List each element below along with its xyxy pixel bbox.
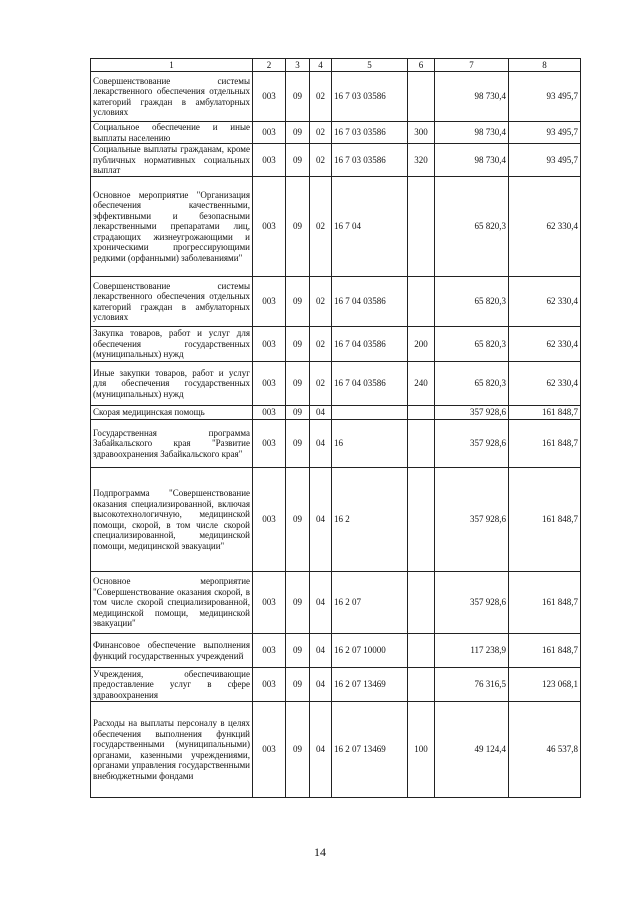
row-name-cell: Социальные выплаты гражданам, кроме публичных нормативных социальных выплат [91, 144, 253, 177]
row-code-cell: 003 [253, 327, 286, 362]
row-section-cell: 09 [286, 277, 310, 327]
row-subsection-cell: 04 [310, 702, 332, 798]
table-row [91, 420, 581, 468]
row-subsection-cell: 02 [310, 122, 332, 144]
row-amount-2-cell: 123 068,1 [509, 668, 581, 702]
row-name-cell: Закупка товаров, работ и услуг для обеспечения государственных (муниципальных) нужд [91, 327, 253, 362]
row-amount-2-cell: 161 848,7 [509, 468, 581, 572]
row-code-cell: 003 [253, 277, 286, 327]
row-amount-2-cell: 161 848,7 [509, 572, 581, 634]
row-amount-1-cell: 65 820,3 [435, 362, 509, 406]
row-name-cell: Скорая медицинская помощь [91, 406, 253, 420]
row-amount-1-cell: 98 730,4 [435, 144, 509, 177]
row-code-cell: 003 [253, 362, 286, 406]
row-subsection-cell: 04 [310, 668, 332, 702]
table-row [91, 72, 581, 122]
row-amount-1-cell: 357 928,6 [435, 406, 509, 420]
row-amount-2-cell: 93 495,7 [509, 144, 581, 177]
table-row [91, 177, 581, 277]
row-section-cell: 09 [286, 668, 310, 702]
row-section-cell: 09 [286, 177, 310, 277]
row-amount-1-cell: 357 928,6 [435, 572, 509, 634]
row-expense-type-cell: 320 [408, 144, 435, 177]
row-target-article-cell: 16 7 04 [332, 177, 408, 277]
table-row [91, 634, 581, 668]
table-row [91, 572, 581, 634]
row-subsection-cell: 04 [310, 634, 332, 668]
row-target-article-cell: 16 2 07 13469 [332, 702, 408, 798]
header-cell-5: 5 [332, 59, 408, 72]
row-name-cell: Финансовое обеспечение выполнения функций государственных учреждений [91, 634, 253, 668]
row-section-cell: 09 [286, 72, 310, 122]
row-subsection-cell: 04 [310, 572, 332, 634]
row-target-article-cell: 16 2 07 [332, 572, 408, 634]
table-row [91, 702, 581, 798]
row-expense-type-cell [408, 72, 435, 122]
row-code-cell: 003 [253, 177, 286, 277]
table-row [91, 362, 581, 406]
row-amount-1-cell: 65 820,3 [435, 327, 509, 362]
table-row [91, 406, 581, 420]
row-amount-1-cell: 117 238,9 [435, 634, 509, 668]
row-expense-type-cell [408, 668, 435, 702]
row-target-article-cell: 16 2 [332, 468, 408, 572]
row-name-cell: Расходы на выплаты персоналу в целях обеспечения выполнения функций государственными (муниципальными) органами, казенными учреждениями, органами управления государственными внебюджетными фондами [91, 702, 253, 798]
row-expense-type-cell: 100 [408, 702, 435, 798]
row-section-cell: 09 [286, 406, 310, 420]
row-subsection-cell: 02 [310, 362, 332, 406]
row-subsection-cell: 02 [310, 144, 332, 177]
row-subsection-cell: 04 [310, 406, 332, 420]
row-target-article-cell: 16 7 03 03586 [332, 122, 408, 144]
table-body [91, 72, 581, 798]
row-name-cell: Социальное обеспечение и иные выплаты населению [91, 122, 253, 144]
row-expense-type-cell [408, 468, 435, 572]
row-target-article-cell: 16 7 04 03586 [332, 362, 408, 406]
row-code-cell: 003 [253, 468, 286, 572]
row-amount-1-cell: 65 820,3 [435, 277, 509, 327]
row-amount-1-cell: 76 316,5 [435, 668, 509, 702]
row-code-cell: 003 [253, 122, 286, 144]
row-expense-type-cell: 200 [408, 327, 435, 362]
row-amount-2-cell: 46 537,8 [509, 702, 581, 798]
table-row [91, 277, 581, 327]
header-cell-7: 7 [435, 59, 509, 72]
row-amount-2-cell: 62 330,4 [509, 177, 581, 277]
budget-table [90, 58, 581, 798]
header-cell-2: 2 [253, 59, 286, 72]
row-name-cell: Совершенствование системы лекарственного обеспечения отдельных категорий граждан в амбулаторных условиях [91, 72, 253, 122]
row-amount-2-cell: 93 495,7 [509, 72, 581, 122]
row-subsection-cell: 02 [310, 327, 332, 362]
row-amount-1-cell: 357 928,6 [435, 420, 509, 468]
row-section-cell: 09 [286, 468, 310, 572]
row-name-cell: Иные закупки товаров, работ и услуг для обеспечения государственных (муниципальных) нужд [91, 362, 253, 406]
row-code-cell: 003 [253, 72, 286, 122]
header-cell-3: 3 [286, 59, 310, 72]
row-target-article-cell: 16 7 04 03586 [332, 277, 408, 327]
row-amount-1-cell: 49 124,4 [435, 702, 509, 798]
row-amount-1-cell: 98 730,4 [435, 122, 509, 144]
row-amount-2-cell: 93 495,7 [509, 122, 581, 144]
row-code-cell: 003 [253, 634, 286, 668]
row-section-cell: 09 [286, 144, 310, 177]
row-target-article-cell: 16 7 03 03586 [332, 144, 408, 177]
table-row [91, 144, 581, 177]
row-target-article-cell: 16 2 07 13469 [332, 668, 408, 702]
row-code-cell: 003 [253, 668, 286, 702]
row-expense-type-cell: 240 [408, 362, 435, 406]
row-amount-1-cell: 98 730,4 [435, 72, 509, 122]
row-target-article-cell: 16 7 04 03586 [332, 327, 408, 362]
row-code-cell: 003 [253, 702, 286, 798]
row-subsection-cell: 04 [310, 420, 332, 468]
row-amount-2-cell: 161 848,7 [509, 406, 581, 420]
row-subsection-cell: 04 [310, 468, 332, 572]
row-name-cell: Основное мероприятие "Совершенствование оказания скорой, в том числе скорой специализированной, медицинской помощи, медицинской эвакуации" [91, 572, 253, 634]
header-row [91, 59, 581, 72]
row-expense-type-cell [408, 406, 435, 420]
table-row [91, 668, 581, 702]
row-section-cell: 09 [286, 702, 310, 798]
row-amount-2-cell: 161 848,7 [509, 634, 581, 668]
row-section-cell: 09 [286, 122, 310, 144]
row-amount-2-cell: 161 848,7 [509, 420, 581, 468]
header-cell-1: 1 [91, 59, 253, 72]
table-row [91, 327, 581, 362]
page-number: 14 [314, 845, 326, 859]
row-expense-type-cell: 300 [408, 122, 435, 144]
row-section-cell: 09 [286, 634, 310, 668]
row-expense-type-cell [408, 420, 435, 468]
row-subsection-cell: 02 [310, 177, 332, 277]
row-expense-type-cell [408, 177, 435, 277]
header-cell-8: 8 [509, 59, 581, 72]
table-row [91, 122, 581, 144]
header-cell-4: 4 [310, 59, 332, 72]
row-amount-1-cell: 65 820,3 [435, 177, 509, 277]
row-subsection-cell: 02 [310, 277, 332, 327]
row-amount-1-cell: 357 928,6 [435, 468, 509, 572]
row-name-cell: Совершенствование системы лекарственного обеспечения отдельных категорий граждан в амбулаторных условиях [91, 277, 253, 327]
row-expense-type-cell [408, 634, 435, 668]
row-code-cell: 003 [253, 420, 286, 468]
row-code-cell: 003 [253, 572, 286, 634]
row-section-cell: 09 [286, 327, 310, 362]
row-target-article-cell [332, 406, 408, 420]
row-name-cell: Учреждения, обеспечивающие предоставление услуг в сфере здравоохранения [91, 668, 253, 702]
row-code-cell: 003 [253, 144, 286, 177]
table-row [91, 468, 581, 572]
row-amount-2-cell: 62 330,4 [509, 362, 581, 406]
row-subsection-cell: 02 [310, 72, 332, 122]
row-code-cell: 003 [253, 406, 286, 420]
header-cell-6: 6 [408, 59, 435, 72]
row-section-cell: 09 [286, 572, 310, 634]
row-target-article-cell: 16 [332, 420, 408, 468]
row-expense-type-cell [408, 572, 435, 634]
row-section-cell: 09 [286, 420, 310, 468]
row-amount-2-cell: 62 330,4 [509, 277, 581, 327]
row-section-cell: 09 [286, 362, 310, 406]
row-target-article-cell: 16 7 03 03586 [332, 72, 408, 122]
row-amount-2-cell: 62 330,4 [509, 327, 581, 362]
row-target-article-cell: 16 2 07 10000 [332, 634, 408, 668]
row-name-cell: Основное мероприятие "Организация обеспечения качественными, эффективными и безопасными лекарственными препаратами лиц, страдающих жизнеугрожающими и хроническими прогрессирующими редкими (орфанными) заболеваниями" [91, 177, 253, 277]
row-expense-type-cell [408, 277, 435, 327]
row-name-cell: Государственная программа Забайкальского края "Развитие здравоохранения Забайкальского края" [91, 420, 253, 468]
row-name-cell: Подпрограмма "Совершенствование оказания специализированной, включая высокотехнологичную, медицинской помощи, скорой, в том числе скорой специализированной, медицинской помощи, медицинской эвакуации" [91, 468, 253, 572]
